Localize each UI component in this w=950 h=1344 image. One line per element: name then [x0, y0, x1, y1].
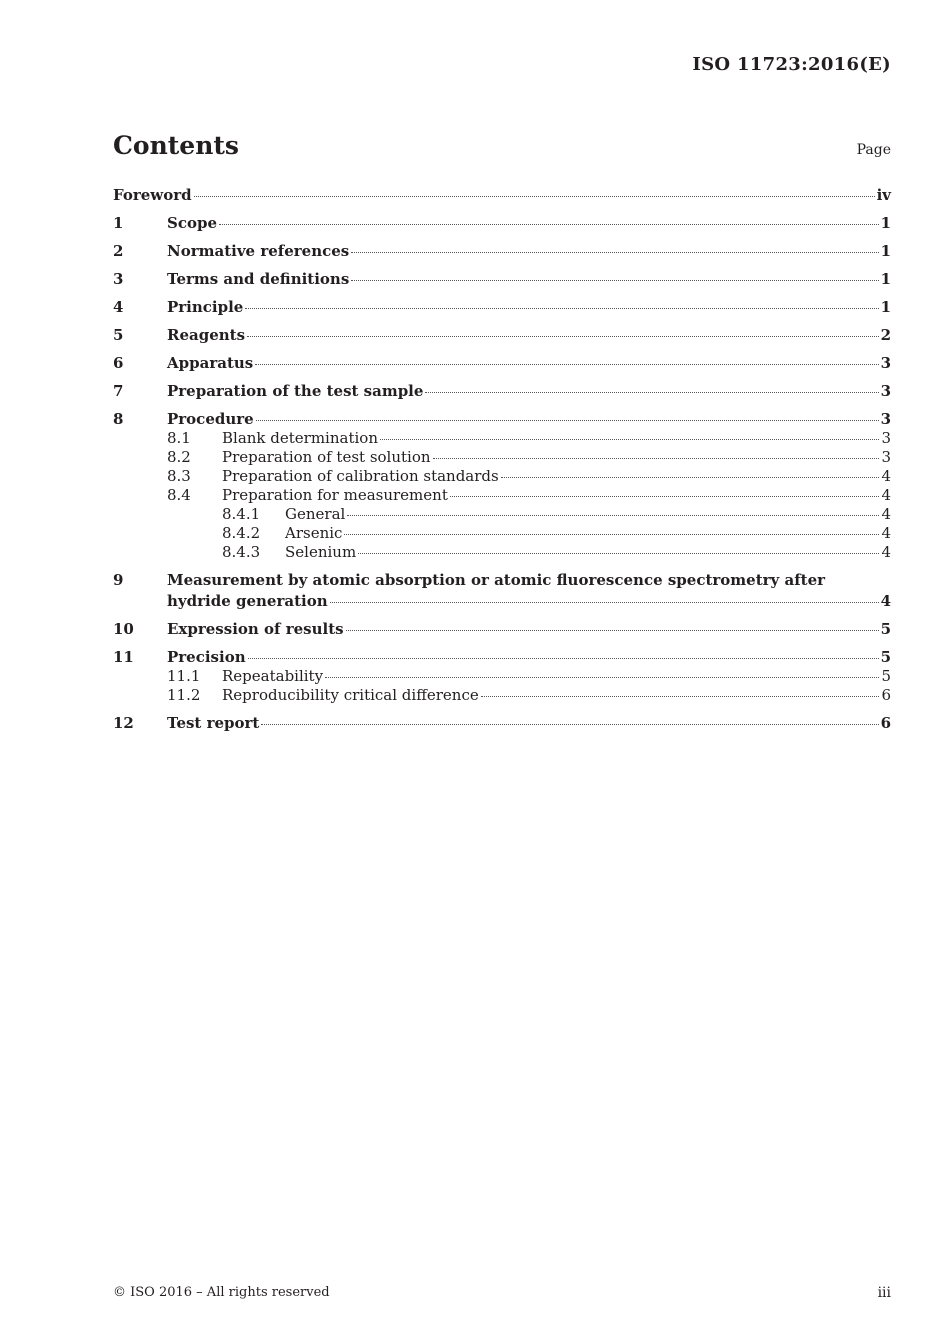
dot-leader: [501, 477, 880, 478]
toc-entry-number: 8: [113, 410, 124, 428]
toc-entry-number: 1: [113, 214, 124, 232]
toc-entry-preparation-of-test-sample[interactable]: [113, 382, 891, 401]
toc-entry-page: 6: [880, 714, 891, 732]
toc-entry-label: Apparatus: [167, 354, 254, 372]
toc-entry-label: Terms and definitions: [167, 270, 350, 288]
toc-entry-page: 4: [881, 543, 891, 561]
toc-entry-label: Precision: [167, 648, 246, 666]
toc-entry-measurement[interactable]: [113, 571, 891, 611]
dot-leader: [450, 496, 880, 497]
toc-entry-page: 3: [881, 448, 891, 466]
toc-entry-page: 5: [880, 648, 891, 666]
toc-entry-number: 2: [113, 242, 124, 260]
toc-subentry-preparation-of-test-solution[interactable]: [113, 448, 891, 467]
dot-leader: [346, 630, 879, 631]
toc-entry-number: 4: [113, 298, 124, 316]
dot-leader: [351, 280, 878, 281]
dot-leader: [380, 439, 879, 440]
toc-entry-number: 9: [113, 571, 124, 589]
toc-entry-label: Test report: [167, 714, 260, 732]
toc-entry-number: 8.4: [167, 486, 191, 504]
contents-title: Contents: [113, 131, 240, 160]
toc-subentry-general[interactable]: [113, 505, 891, 524]
toc-entry-page: 4: [881, 524, 891, 542]
toc-entry-label-line1: Measurement by atomic absorption or atomic fluorescence spectrometry after: [167, 571, 826, 589]
toc-subentry-selenium[interactable]: [113, 543, 891, 562]
toc-entry-number: 8.4.1: [222, 505, 261, 523]
toc-entry-number: 8.4.2: [222, 524, 261, 542]
dot-leader: [425, 392, 878, 393]
toc-entry-page: iv: [876, 186, 891, 204]
toc-entry-page: 4: [881, 505, 891, 523]
toc-entry-label-line2: hydride generation: [167, 592, 328, 610]
page-column-label: Page: [856, 142, 891, 158]
page-number: iii: [877, 1285, 891, 1301]
toc-entry-number: 5: [113, 326, 124, 344]
dot-leader: [256, 420, 879, 421]
toc-entry-page: 4: [881, 467, 891, 485]
toc-entry-label: Preparation for measurement: [222, 486, 448, 504]
toc-entry-number: 11.1: [167, 667, 201, 685]
toc-entry-number: 12: [113, 714, 134, 732]
toc-entry-label: Expression of results: [167, 620, 344, 638]
dot-leader: [351, 252, 878, 253]
toc-entry-label: Reagents: [167, 326, 246, 344]
toc-entry-label: Arsenic: [285, 524, 343, 542]
toc-entry-test-report[interactable]: [113, 714, 891, 733]
toc-entry-page: 5: [881, 667, 891, 685]
dot-leader: [247, 336, 879, 337]
toc-entry-number: 6: [113, 354, 124, 372]
toc-entry-scope[interactable]: [113, 214, 891, 233]
toc-entry-number: 7: [113, 382, 124, 400]
toc-entry-principle[interactable]: [113, 298, 891, 317]
dot-leader: [325, 677, 879, 678]
toc-entry-page: 6: [881, 686, 891, 704]
toc-entry-page: 2: [880, 326, 891, 344]
toc-entry-number: 11.2: [167, 686, 201, 704]
toc-entry-label: Principle: [167, 298, 244, 316]
toc-entry-label: Scope: [167, 214, 218, 232]
toc-entry-apparatus[interactable]: [113, 354, 891, 373]
toc-entry-page: 3: [880, 410, 891, 428]
toc-entry-number: 8.3: [167, 467, 191, 485]
toc-entry-normative-references[interactable]: [113, 242, 891, 261]
toc-entry-label: Selenium: [285, 543, 357, 561]
toc-entry-page: 4: [881, 486, 891, 504]
dot-leader: [245, 308, 878, 309]
toc-entry-page: 3: [881, 429, 891, 447]
dot-leader: [433, 458, 880, 459]
toc-entry-page: 3: [880, 382, 891, 400]
toc-entry-label: Foreword: [113, 186, 192, 204]
dot-leader: [330, 602, 879, 603]
toc-subentry-reproducibility[interactable]: [113, 686, 891, 705]
toc-entry-label: Preparation of test solution: [222, 448, 431, 466]
toc-entry-label: Repeatability: [222, 667, 324, 685]
toc-entry-number: 11: [113, 648, 134, 666]
toc-entry-page: 1: [880, 242, 891, 260]
toc-entry-precision[interactable]: [113, 648, 891, 667]
dot-leader: [347, 515, 879, 516]
dot-leader: [255, 364, 878, 365]
toc-subentry-blank-determination[interactable]: [113, 429, 891, 448]
toc-entry-number: 8.2: [167, 448, 191, 466]
toc-entry-label: Preparation of calibration standards: [222, 467, 499, 485]
toc-entry-terms-and-definitions[interactable]: [113, 270, 891, 289]
toc-entry-procedure[interactable]: [113, 410, 891, 429]
toc-entry-number: 3: [113, 270, 124, 288]
toc-entry-page: 5: [880, 620, 891, 638]
toc-entry-number: 8.4.3: [222, 543, 261, 561]
dot-leader: [194, 196, 875, 197]
table-of-contents: [113, 186, 891, 733]
toc-entry-label: Reproducibility critical difference: [222, 686, 479, 704]
toc-entry-number: 10: [113, 620, 134, 638]
dot-leader: [261, 724, 878, 725]
dot-leader: [219, 224, 879, 225]
copyright-notice: © ISO 2016 – All rights reserved: [113, 1285, 330, 1300]
dot-leader: [248, 658, 879, 659]
toc-entry-page: 4: [880, 592, 891, 610]
toc-entry-label: Procedure: [167, 410, 254, 428]
toc-entry-label: Blank determination: [222, 429, 378, 447]
toc-entry-label: Normative references: [167, 242, 350, 260]
toc-entry-label: General: [285, 505, 346, 523]
toc-subentry-repeatability[interactable]: [113, 667, 891, 686]
toc-entry-label: Preparation of the test sample: [167, 382, 424, 400]
toc-subentry-arsenic[interactable]: [113, 524, 891, 543]
document-id: ISO 11723:2016(E): [692, 54, 891, 75]
toc-entry-number: 8.1: [167, 429, 191, 447]
toc-entry-expression-of-results[interactable]: [113, 620, 891, 639]
toc-subentry-preparation-for-measurement[interactable]: [113, 486, 891, 505]
toc-subentry-preparation-of-calibration-standards[interactable]: [113, 467, 891, 486]
toc-entry-page: 1: [880, 270, 891, 288]
toc-entry-foreword[interactable]: [113, 186, 891, 205]
dot-leader: [344, 534, 879, 535]
toc-entry-page: 3: [880, 354, 891, 372]
dot-leader: [481, 696, 880, 697]
toc-entry-page: 1: [880, 214, 891, 232]
dot-leader: [358, 553, 879, 554]
toc-entry-page: 1: [880, 298, 891, 316]
toc-entry-reagents[interactable]: [113, 326, 891, 345]
